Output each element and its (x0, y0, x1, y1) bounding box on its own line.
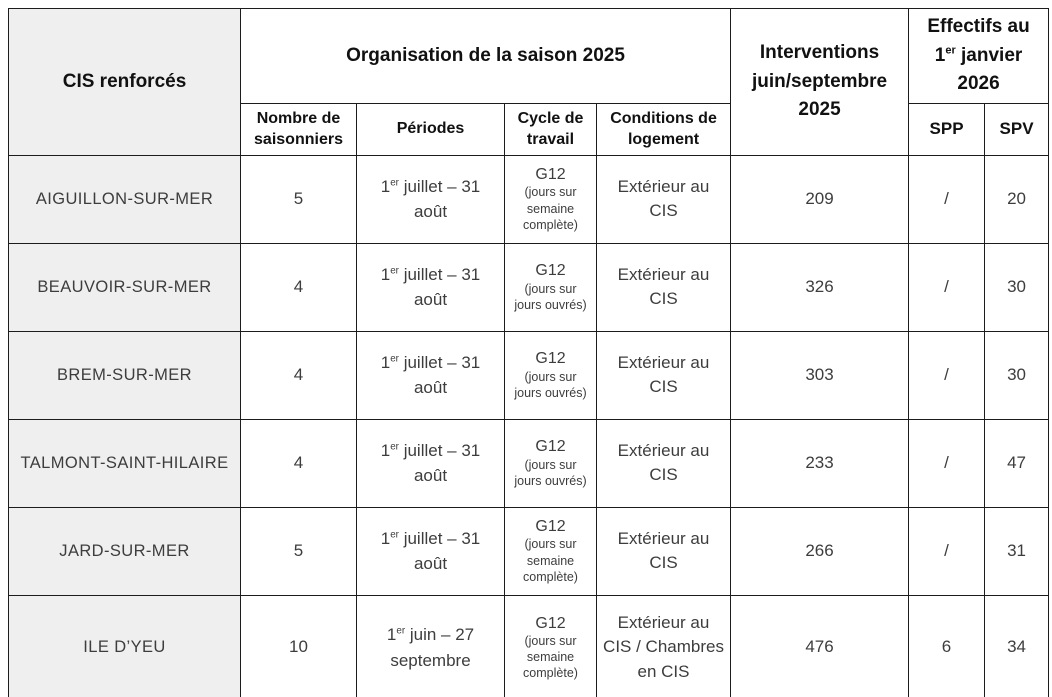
periode-pre: 1 (386, 625, 397, 645)
header-nombre-saisonniers: Nombre de saisonniers (241, 103, 357, 155)
header-effectifs-sup: er (945, 44, 956, 57)
cell-cycle (505, 155, 597, 243)
cell-cycle (505, 419, 597, 507)
periode-post: juillet – 31 août (398, 264, 481, 310)
cycle-detail: (jours sur jours ouvrés) (514, 457, 587, 488)
cell-periode (357, 243, 505, 331)
cell-periode (357, 155, 505, 243)
table-row-brem (9, 331, 1049, 419)
table-row-beauvoir (9, 243, 1049, 331)
cell-spp: / (909, 155, 985, 243)
header-row-top (9, 9, 1049, 104)
table-row-jard (9, 507, 1049, 595)
periode-pre: 1 (380, 176, 391, 196)
periode-pre: 1 (380, 264, 391, 284)
cell-spp: / (909, 419, 985, 507)
cell-spp: / (909, 331, 985, 419)
periode-pre: 1 (380, 352, 391, 372)
cell-spv: 47 (985, 419, 1049, 507)
cis-name: BEAUVOIR-SUR-MER (9, 243, 241, 331)
cell-saisonniers: 4 (241, 419, 357, 507)
periode-post: juillet – 31 août (398, 528, 481, 574)
cis-name: ILE D’YEU (9, 595, 241, 697)
header-cis-renforces: CIS renforcés (9, 9, 241, 156)
cell-spp: / (909, 507, 985, 595)
periode-sup: er (390, 353, 399, 365)
cell-spv: 30 (985, 331, 1049, 419)
cell-logement: Extérieur au CIS / Chambres en CIS (597, 595, 731, 697)
table-row-aiguillon (9, 155, 1049, 243)
cycle-detail: (jours sur semaine complète) (523, 537, 578, 584)
cell-interventions: 266 (731, 507, 909, 595)
periode-post: juillet – 31 août (398, 352, 481, 398)
cycle-main: G12 (535, 262, 566, 280)
cycle-detail: (jours sur semaine complète) (523, 633, 578, 681)
table-row-ile-dyeu (9, 595, 1049, 697)
cell-logement: Extérieur au CIS (597, 419, 731, 507)
periode-post: juillet – 31 août (398, 440, 481, 486)
cell-saisonniers: 10 (241, 595, 357, 697)
periode-sup: er (390, 265, 399, 277)
cis-name: AIGUILLON-SUR-MER (9, 155, 241, 243)
cell-saisonniers: 5 (241, 507, 357, 595)
cell-logement: Extérieur au CIS (597, 243, 731, 331)
cell-cycle (505, 243, 597, 331)
table-row-talmont (9, 419, 1049, 507)
cell-cycle (505, 595, 597, 697)
periode-sup: er (390, 529, 399, 541)
periode-pre: 1 (380, 440, 391, 460)
header-spv: SPV (985, 103, 1049, 155)
cycle-detail: (jours sur semaine complète) (523, 185, 578, 232)
cell-logement: Extérieur au CIS (597, 155, 731, 243)
header-effectifs-post: janvier 2026 (955, 44, 1023, 94)
cell-interventions: 303 (731, 331, 909, 419)
cell-saisonniers: 4 (241, 243, 357, 331)
header-effectifs (909, 9, 1049, 104)
cycle-main: G12 (535, 518, 566, 536)
periode-pre: 1 (380, 528, 391, 548)
cycle-detail: (jours sur jours ouvrés) (514, 281, 587, 312)
cell-spv: 20 (985, 155, 1049, 243)
cell-logement: Extérieur au CIS (597, 507, 731, 595)
cell-periode (357, 507, 505, 595)
cell-spp: 6 (909, 595, 985, 697)
cell-interventions: 326 (731, 243, 909, 331)
cell-interventions: 209 (731, 155, 909, 243)
cell-cycle (505, 331, 597, 419)
cell-saisonniers: 5 (241, 155, 357, 243)
cycle-main: G12 (535, 438, 566, 456)
header-effectifs-pre: Effectifs au 1 (927, 16, 1030, 66)
periode-sup: er (390, 177, 399, 189)
periode-post: juin – 27 septembre (390, 625, 475, 670)
cycle-main: G12 (535, 166, 566, 184)
cell-periode (357, 331, 505, 419)
cycle-main: G12 (535, 614, 566, 632)
periode-post: juillet – 31 août (398, 176, 481, 222)
cell-spv: 31 (985, 507, 1049, 595)
cell-saisonniers: 4 (241, 331, 357, 419)
cell-spv: 30 (985, 243, 1049, 331)
cell-spv: 34 (985, 595, 1049, 697)
cis-name: JARD-SUR-MER (9, 507, 241, 595)
cycle-detail: (jours sur jours ouvrés) (514, 369, 587, 400)
cycle-main: G12 (535, 350, 566, 368)
cis-name: TALMONT-SAINT-HILAIRE (9, 419, 241, 507)
cell-cycle (505, 507, 597, 595)
header-interventions: Interventions juin/septembre 2025 (731, 9, 909, 156)
periode-sup: er (396, 625, 406, 637)
cell-periode (357, 419, 505, 507)
cell-logement: Extérieur au CIS (597, 331, 731, 419)
cell-interventions: 233 (731, 419, 909, 507)
cis-name: BREM-SUR-MER (9, 331, 241, 419)
cell-periode (357, 595, 505, 697)
header-organisation-saison: Organisation de la saison 2025 (241, 9, 731, 104)
header-periodes: Périodes (357, 103, 505, 155)
header-spp: SPP (909, 103, 985, 155)
header-conditions-logement: Conditions de logement (597, 103, 731, 155)
cis-season-table (8, 8, 1049, 697)
header-cycle-travail: Cycle de travail (505, 103, 597, 155)
cell-interventions: 476 (731, 595, 909, 697)
cell-spp: / (909, 243, 985, 331)
periode-sup: er (390, 441, 399, 453)
